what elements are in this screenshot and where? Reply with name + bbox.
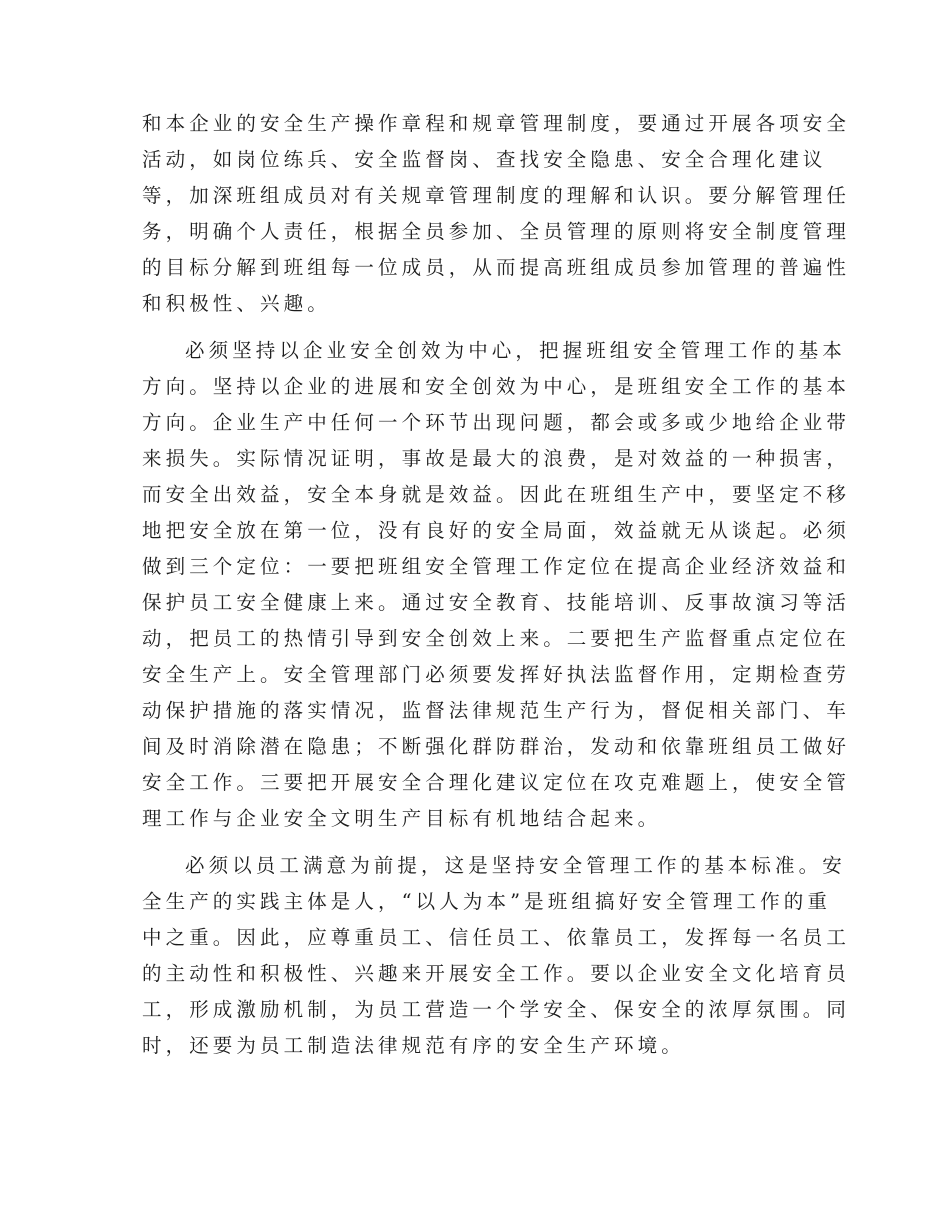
text-line: 方向。坚持以企业的进展和安全创效为中心，是班组安全工作的基本 xyxy=(142,375,851,398)
text-line: 中之重。因此，应尊重员工、信任员工、依靠员工，发挥每一名员工 xyxy=(142,926,851,949)
text-line: 保护员工安全健康上来。通过安全教育、技能培训、反事故演习等活 xyxy=(142,591,851,614)
text-line: 方向。企业生产中任何一个环节出现问题，都会或多或少地给企业带 xyxy=(142,411,851,434)
paragraph-safety-efficiency xyxy=(142,333,851,837)
text-line: 活动，如岗位练兵、安全监督岗、查找安全隐患、安全合理化建议 xyxy=(142,148,827,171)
text-line: 必须坚持以企业安全创效为中心，把握班组安全管理工作的基本 xyxy=(185,339,846,362)
text-line: 理工作与企业安全文明生产目标有机地结合起来。 xyxy=(142,807,662,830)
text-line: 动保护措施的落实情况，监督法律规范生产行为，督促相关部门、车 xyxy=(142,699,851,722)
text-line: 的主动性和积极性、兴趣来开展安全工作。要以企业安全文化培育员 xyxy=(142,962,851,985)
text-line: 安全工作。三要把开展安全合理化建议定位在攻克难题上，使安全管 xyxy=(142,771,851,794)
text-line: 和本企业的安全生产操作章程和规章管理制度，要通过开展各项安全 xyxy=(142,112,851,135)
text-line: 安全生产上。安全管理部门必须要发挥好执法监督作用，定期检查劳 xyxy=(142,663,851,686)
text-line: 做到三个定位：一要把班组安全管理工作定位在提高企业经济效益和 xyxy=(142,555,851,578)
text-line: 地把安全放在第一位，没有良好的安全局面，效益就无从谈起。必须 xyxy=(142,519,851,542)
text-line: 全生产的实践主体是人，“以人为本”是班组搞好安全管理工作的重 xyxy=(142,890,831,913)
text-line: 动，把员工的热情引导到安全创效上来。二要把生产监督重点定位在 xyxy=(142,627,851,650)
text-line: 来损失。实际情况证明，事故是最大的浪费，是对效益的一种损害， xyxy=(142,447,851,470)
document-body xyxy=(142,106,851,1064)
text-line: 时，还要为员工制造法律规范有序的安全生产环境。 xyxy=(142,1034,685,1057)
text-line: 间及时消除潜在隐患；不断强化群防群治，发动和依靠班组员工做好 xyxy=(142,735,851,758)
text-line: 必须以员工满意为前提，这是坚持安全管理工作的基本标准。安 xyxy=(185,854,846,877)
text-line: 而安全出效益，安全本身就是效益。因此在班组生产中，要坚定不移 xyxy=(142,483,851,506)
text-line: 工，形成激励机制，为员工营造一个学安全、保安全的浓厚氛围。同 xyxy=(142,998,851,1021)
text-line: 和积极性、兴趣。 xyxy=(142,292,331,315)
paragraph-continuation xyxy=(142,106,851,322)
text-line: 务，明确个人责任，根据全员参加、全员管理的原则将安全制度管理 xyxy=(142,220,851,243)
paragraph-employee-satisfaction xyxy=(142,848,851,1064)
text-line: 等，加深班组成员对有关规章管理制度的理解和认识。要分解管理任 xyxy=(142,184,851,207)
text-line: 的目标分解到班组每一位成员，从而提高班组成员参加管理的普遍性 xyxy=(142,256,851,279)
